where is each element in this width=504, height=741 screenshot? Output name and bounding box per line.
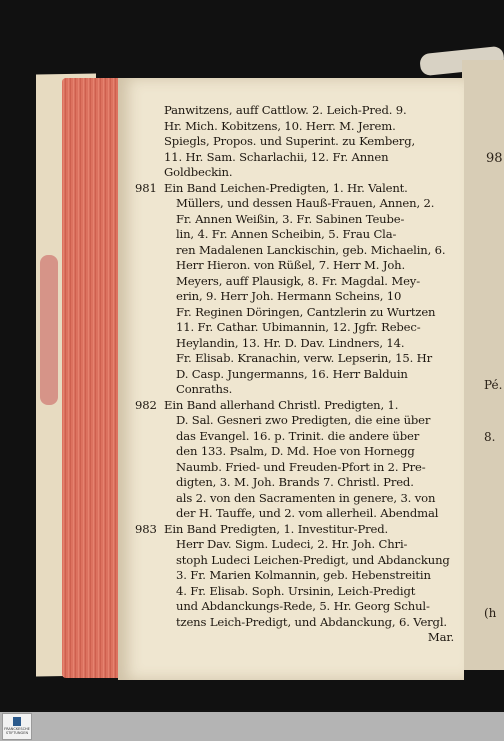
text-line: Herr Dav. Sigm. Ludeci, 2. Hr. Joh. Chri- [176,537,408,551]
catalog-entry [135,397,454,522]
text-line: Naumb. Fried- und Freuden-Pfort in 2. Pre- [176,459,426,474]
text-line: den 133. Psalm, D. Md. Hoe von Hornegg [176,444,415,458]
text-line: digten, 3. M. Joh. Brands 7. Christl. Pred. [176,475,414,489]
text-line: Ein Band Predigten, 1. Investitur-Pred. [164,521,389,536]
text-line: tzens Leich-Predigt, und Abdanckung, 6. Vergl. [176,614,447,629]
text-line: D. Casp. Jungermanns, 16. Herr Balduin [176,366,408,381]
footer-bar [0,712,504,741]
entry-number: 983 [135,521,157,536]
text-line: Fr. Annen Weißin, 3. Fr. Sabinen Teube- [176,211,405,226]
text-line: der H. Tauffe, und 2. vom allerheil. Abendmal [176,506,439,520]
institution-logo [2,713,32,740]
logo-mark-icon [13,717,21,726]
text-line: Meyers, auff Plausigk, 8. Fr. Magdal. Mey- [176,273,420,288]
text-line: Panwitzens, auff Cattlow. 2. Leich-Pred. 9. [164,103,407,117]
text-line: Ein Band allerhand Christl. Predigten, 1. [164,397,399,412]
text-line: als 2. von den Sacramenten in genere, 3. von [176,490,436,505]
text-line: erin, 9. Herr Joh. Hermann Scheins, 10 [176,289,402,303]
entry-number: 981 [135,180,157,195]
text-line: Goldbeckin. [164,165,233,179]
text-line: Müllers, und dessen Hauß-Frauen, Annen, 2. [176,196,435,210]
text-line: Herr Hieron. von Rüßel, 7. Herr M. Joh. [176,258,406,272]
text-line: ren Madalenen Lanckischin, geb. Michaelin, 6. [176,242,446,257]
facing-page-number: 98 [486,151,503,166]
facing-page-fragment: (h [484,606,497,620]
text-line: Conraths. [176,382,233,396]
text-line: stoph Ludeci Leichen-Predigt, und Abdanckung [176,552,450,567]
text-line: 11. Fr. Cathar. Ubimannin, 12. Jgfr. Rebec- [176,320,421,334]
text-line: Heylandin, 13. Hr. D. Dav. Lindners, 14. [176,335,405,350]
text-line: Fr. Reginen Döringen, Cantzlerin zu Wurtzen [176,304,436,319]
text-line: Spiegls, Propos. und Superint. zu Kemberg, [164,134,416,148]
text-line: Ein Band Leichen-Predigten, 1. Hr. Valent. [164,180,408,195]
text-line: D. Sal. Gesneri zwo Predigten, die eine über [176,413,431,427]
text-line: Mar. [427,630,454,644]
facing-page-fragment: 8. [484,430,496,444]
text-line: lin, 4. Fr. Annen Scheibin, 5. Frau Cla- [176,227,397,241]
catalog-text [135,103,454,646]
text-line: das Evangel. 16. p. Trinit. die andere über [176,428,420,443]
entry-number: 982 [135,397,157,412]
text-line: 3. Fr. Marien Kolmannin, geb. Hebenstreitin [176,568,431,582]
catalog-entry [135,521,454,646]
text-line: 11. Hr. Sam. Scharlachii, 12. Fr. Annen [164,149,389,164]
text-line: und Abdanckungs-Rede, 5. Hr. Georg Schul- [176,599,430,613]
logo-text: FRANCKESCHE STIFTUNGEN [4,727,30,735]
text-line: Hr. Mich. Kobitzens, 10. Herr. M. Jerem. [164,118,396,133]
facing-page-fragment: Pé. [484,378,503,392]
red-stain [40,255,58,405]
text-line: Fr. Elisab. Kranachin, verw. Lepserin, 15. Hr [176,351,432,365]
catalog-entry [135,180,454,398]
text-line: 4. Fr. Elisab. Soph. Ursinin, Leich-Predigt [176,583,416,598]
catalog-intro [152,103,454,181]
